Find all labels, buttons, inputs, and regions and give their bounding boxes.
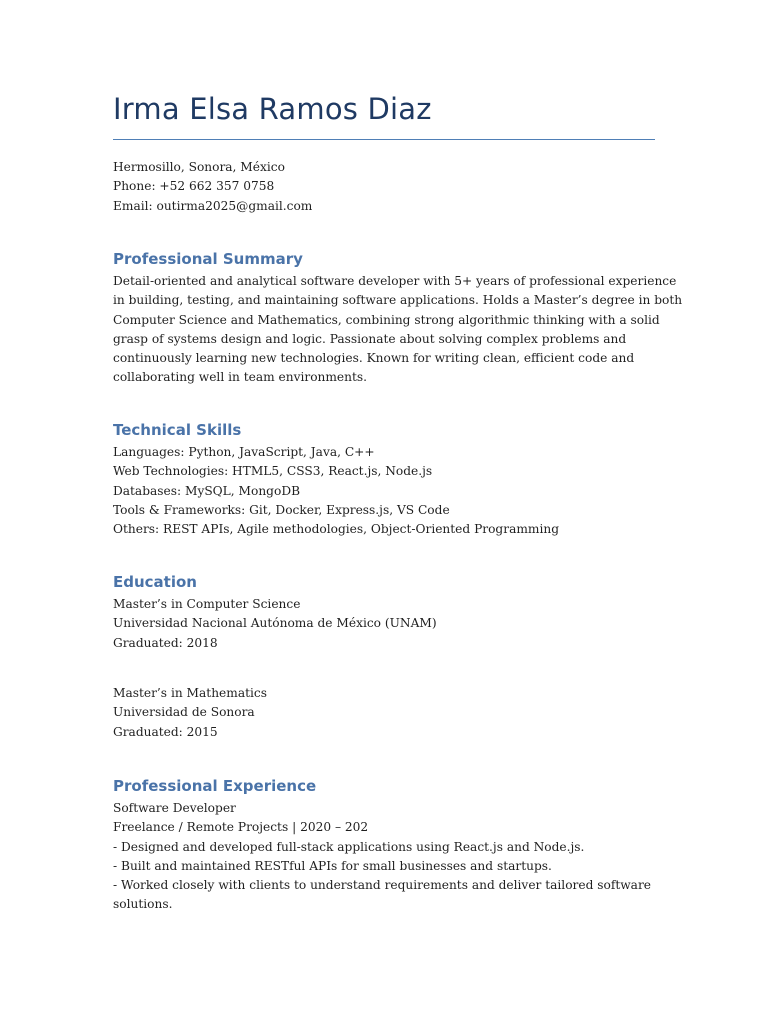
experience-block xyxy=(113,799,658,915)
summary-block xyxy=(113,272,683,388)
education-graduated: Graduated: 2018 xyxy=(113,635,218,650)
education-degree: Master’s in Mathematics xyxy=(113,686,267,700)
contact-location: Hermosillo, Sonora, México xyxy=(113,160,285,174)
skills-heading: Technical Skills xyxy=(113,421,242,439)
summary-line: Computer Science and Mathematics, combining strong algorithmic thinking with a solid xyxy=(113,312,660,327)
contact-block xyxy=(113,158,658,216)
summary-line: Detail-oriented and analytical software developer with 5+ years of professional experience xyxy=(113,274,677,288)
education-entry xyxy=(113,684,658,742)
skill-item: Others: REST APIs, Agile methodologies, Object-Oriented Programming xyxy=(113,522,559,537)
summary-line: continuously learning new technologies. Known for writing clean, efficient code and xyxy=(113,351,635,366)
education-degree: Master’s in Computer Science xyxy=(113,597,301,611)
candidate-name: Irma Elsa Ramos Diaz xyxy=(113,92,432,126)
experience-bullet: - Built and maintained RESTful APIs for small businesses and startups. xyxy=(113,858,552,873)
experience-bullet: - Designed and developed full-stack applications using React.js and Node.js. xyxy=(113,839,585,854)
skill-item: Web Technologies: HTML5, CSS3, React.js, Node.js xyxy=(113,464,433,479)
education-school: Universidad Nacional Autónoma de México (UNAM) xyxy=(113,616,437,631)
experience-org: Freelance / Remote Projects | 2020 – 202 xyxy=(113,820,369,835)
skill-item: Languages: Python, JavaScript, Java, C++ xyxy=(113,445,375,459)
education-school: Universidad de Sonora xyxy=(113,705,255,720)
experience-bullet: - Worked closely with clients to understand requirements and deliver tailored software xyxy=(113,878,651,893)
summary-line: grasp of systems design and logic. Passionate about solving complex problems and xyxy=(113,331,627,346)
experience-title: Software Developer xyxy=(113,801,236,815)
experience-bullet: solutions. xyxy=(113,897,173,912)
contact-phone: Phone: +52 662 357 0758 xyxy=(113,179,275,194)
skill-item: Databases: MySQL, MongoDB xyxy=(113,483,301,498)
title-divider xyxy=(113,139,655,140)
education-graduated: Graduated: 2015 xyxy=(113,724,218,739)
contact-email: Email: outirma2025@gmail.com xyxy=(113,198,313,213)
skills-block xyxy=(113,443,658,539)
experience-heading: Professional Experience xyxy=(113,777,317,795)
summary-line: collaborating well in team environments. xyxy=(113,370,368,385)
education-entry xyxy=(113,595,658,653)
summary-heading: Professional Summary xyxy=(113,250,303,268)
skill-item: Tools & Frameworks: Git, Docker, Express.js, VS Code xyxy=(113,502,450,517)
education-heading: Education xyxy=(113,573,197,591)
summary-line: in building, testing, and maintaining software applications. Holds a Master’s degree in both xyxy=(113,293,683,308)
